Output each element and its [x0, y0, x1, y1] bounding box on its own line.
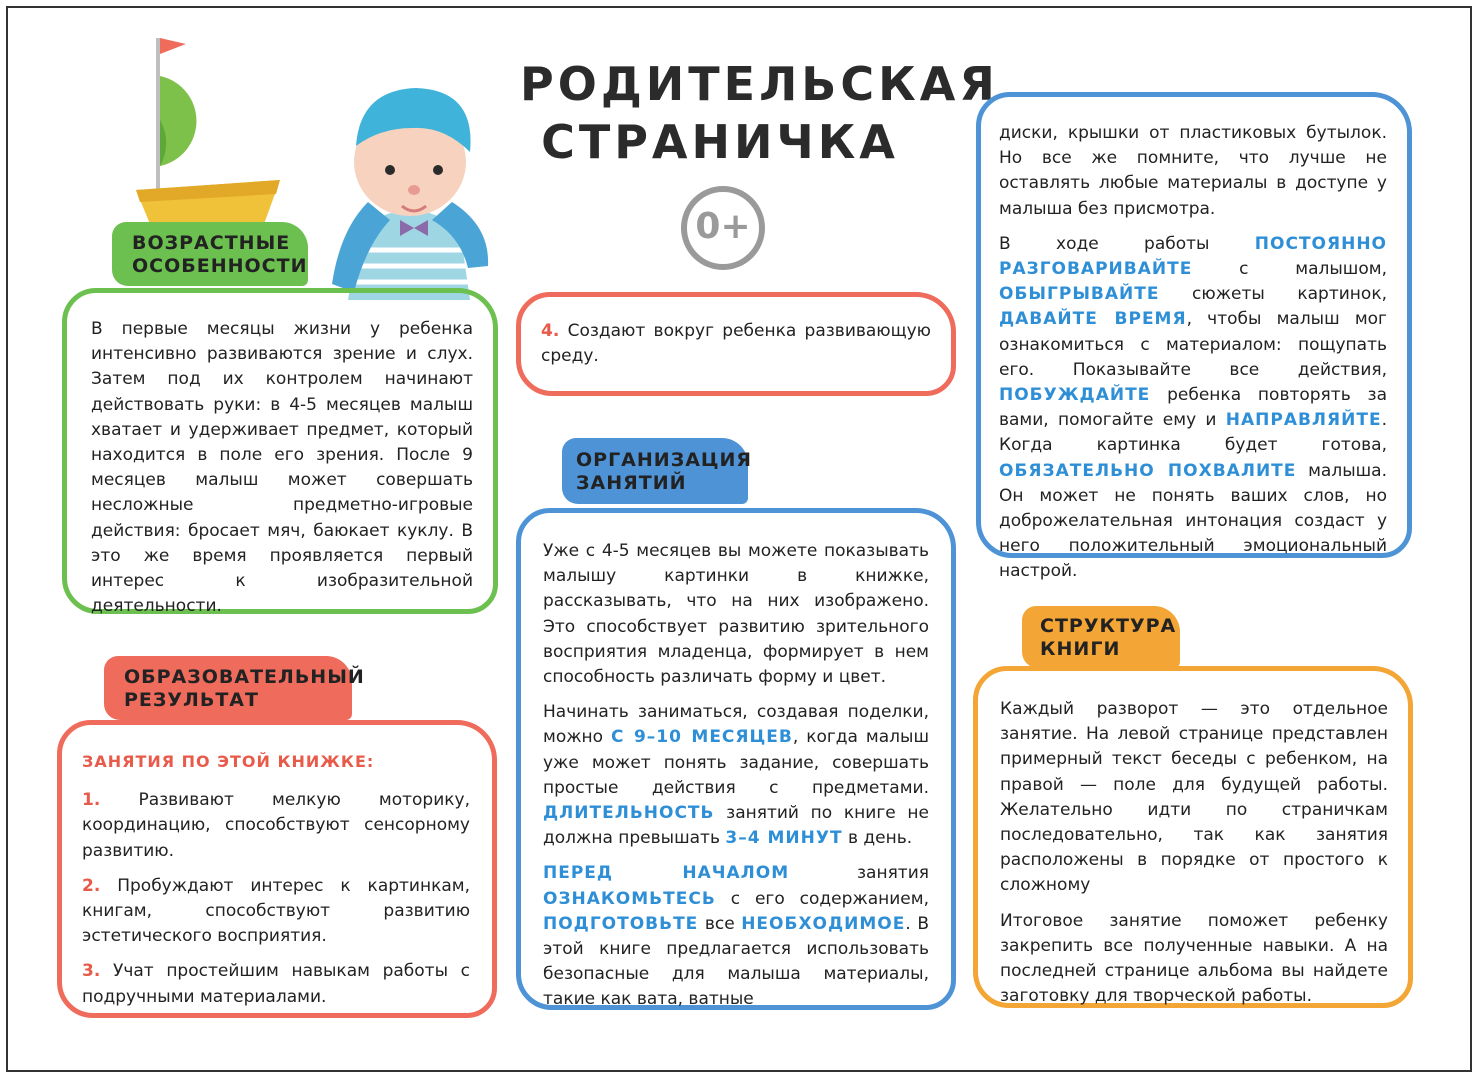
result-item-4-num: 4.: [541, 321, 560, 341]
structure-paragraph-1: Каждый разворот — это отдельное занятие. На левой странице представлен примерный текст беседы с ребенком, на правой — поле для будущей работы. Желательно идти по страничкам последовательно, так как занятия расположены в порядке от простого к сложному: [1000, 699, 1388, 896]
org-c2-highlight-6: ОБЯЗАТЕЛЬНО ПОХВАЛИТЕ: [999, 460, 1297, 481]
age-tag-line-1: ВОЗРАСТНЫЕ: [132, 232, 291, 254]
org-p2-a: Начинать заниматься, создавая поделки, можно: [543, 702, 929, 748]
result-item-4: [541, 319, 931, 369]
org-cont-paragraph-1: диски, крышки от пластиковых бутылок. Но все же помните, что лучше не оставлять любые материалы в доступе у малыша без присмотра.: [999, 123, 1387, 219]
org-p2-c: занятий по книге не должна превышать: [543, 803, 929, 849]
structure-tag-line-1: СТРУКТУРА: [1040, 615, 1177, 637]
structure-box: [973, 666, 1413, 1008]
result-item-4-text: Создают вокруг ребенка развивающую среду.: [541, 321, 931, 367]
org-tag-line-2: ЗАНЯТИЙ: [576, 472, 687, 494]
org-p2-highlight-1: С 9–10 МЕСЯЦЕВ: [611, 727, 793, 748]
result-item-2-text: Пробуждают интерес к картинкам, книгам, способствуют развитию эстетического восприятия.: [82, 875, 471, 947]
result-item-1-num: 1.: [82, 790, 101, 811]
structure-tag-line-2: КНИГИ: [1040, 638, 1121, 660]
org-p2-d: в день.: [842, 828, 913, 849]
org-paragraph-1: Уже с 4-5 месяцев вы можете показывать малышу картинки в книжке, рассказывать, что на них изображено. Это способствует развитию зрительного восприятия младенца, формирует в нем способность различать форму и цвет.: [543, 541, 929, 688]
result-item-2-num: 2.: [82, 875, 101, 896]
org-p3-c: все: [698, 913, 742, 934]
result-tag-line-1: ОБРАЗОВАТЕЛЬНЫЙ: [124, 666, 365, 688]
org-p3-highlight-3: ПОДГОТОВЬТЕ: [543, 913, 699, 934]
org-p2-b: , когда малыш уже может понять задание, совершать простые действия с предметами.: [543, 727, 929, 798]
age-rating-badge: 0+: [681, 186, 765, 270]
organization-continued-box: [976, 92, 1412, 582]
org-p3-highlight-4: НЕОБХОДИМОЕ: [741, 913, 906, 934]
organization-box: [516, 508, 956, 1010]
org-p2-highlight-3: 3–4 МИНУТ: [725, 828, 843, 849]
org-c2-highlight-4: ПОБУЖДАЙТЕ: [999, 385, 1151, 406]
org-c2-c: сюжеты картинок,: [1159, 284, 1387, 305]
org-c2-g: малыша. Он может не понять ваших слов, но доброжелательная интонация создаст у него положительный эмоциональный настрой.: [999, 460, 1388, 582]
result-item-1: [82, 788, 470, 864]
result-item-3-num: 3.: [82, 961, 101, 982]
org-p3-highlight-1: ПЕРЕД НАЧАЛОМ: [543, 863, 790, 884]
org-c2-a: В ходе работы: [999, 233, 1255, 254]
result-tag-line-2: РЕЗУЛЬТАТ: [124, 689, 259, 711]
org-c2-highlight-1: ПОСТОЯННО РАЗГОВАРИВАЙТЕ: [999, 233, 1387, 280]
title-line-1: РОДИТЕЛЬСКАЯ: [520, 57, 999, 111]
result-tag: [104, 656, 365, 720]
org-c2-highlight-5: НАПРАВЛЯЙТЕ: [1225, 410, 1382, 431]
result-item-1-text: Развивают мелкую моторику, координацию, способствуют сенсорному развитию.: [82, 790, 471, 861]
org-c2-e: ребенка повторять за вами, помогайте ему и: [999, 385, 1387, 431]
age-features-text: В первые месяцы жизни у ребенка интенсивно развиваются зрение и слух. Затем под их контролем начинают действовать руки: в 4-5 месяцев малыш хватает и удерживает предмет, который находится в поле его зрения. После 9 месяцев малыш может совершать несложные предметно-игровые действия: бросает мяч, баюкает куклу. В это же время проявляется первый интерес к изобразительной деятельности.: [91, 319, 473, 617]
org-p2-highlight-2: ДЛИТЕЛЬНОСТЬ: [543, 803, 715, 824]
org-tag-line-1: ОРГАНИЗАЦИЯ: [576, 449, 753, 471]
org-p3-b: с его содержанием,: [715, 888, 929, 909]
title-line-2: СТРАНИЧКА: [541, 115, 899, 169]
age-features-box: [62, 288, 498, 617]
org-paragraph-2: [543, 700, 929, 851]
org-c2-b: с малышом,: [1192, 259, 1387, 280]
org-p3-highlight-2: ОЗНАКОМЬТЕСЬ: [543, 888, 716, 909]
organization-tag: [562, 438, 753, 504]
org-p3-d: . В этой книге предлагается использовать безопасные для малыша материалы, такие как вата, ватные: [543, 913, 929, 1010]
structure-tag: [1022, 606, 1180, 668]
result-box: [57, 720, 497, 1018]
org-cont-paragraph-2: [999, 232, 1387, 585]
sailboat-illustration: [130, 30, 290, 230]
result-subtitle: ЗАНЯТИЯ ПО ЭТОЙ КНИЖКЕ:: [82, 752, 375, 771]
result-item-4-box: [516, 292, 956, 396]
org-paragraph-3: [543, 861, 929, 1012]
structure-paragraph-2: Итоговое занятие поможет ребенку закрепить все полученные навыки. А на последней странице альбома вы найдете заготовку для творческой работы.: [1000, 910, 1388, 1007]
org-c2-highlight-2: ОБЫГРЫВАЙТЕ: [999, 284, 1160, 305]
age-tag-line-2: ОСОБЕННОСТИ: [132, 255, 308, 277]
age-features-tag: [112, 222, 308, 286]
baby-illustration: [320, 70, 500, 310]
result-item-3: [82, 959, 470, 1009]
org-p3-a: занятия: [789, 863, 929, 884]
org-c2-d: , чтобы малыш мог ознакомиться с материалом: пощупать его. Показывайте все действия,: [999, 309, 1387, 380]
result-item-2: [82, 874, 470, 950]
page-title: [520, 55, 999, 171]
org-c2-f: . Когда картинка будет готова,: [999, 410, 1387, 456]
org-c2-highlight-3: ДАВАЙТЕ ВРЕМЯ: [999, 309, 1187, 330]
result-item-3-text: Учат простейшим навыкам работы с подручными материалами.: [82, 961, 470, 1007]
